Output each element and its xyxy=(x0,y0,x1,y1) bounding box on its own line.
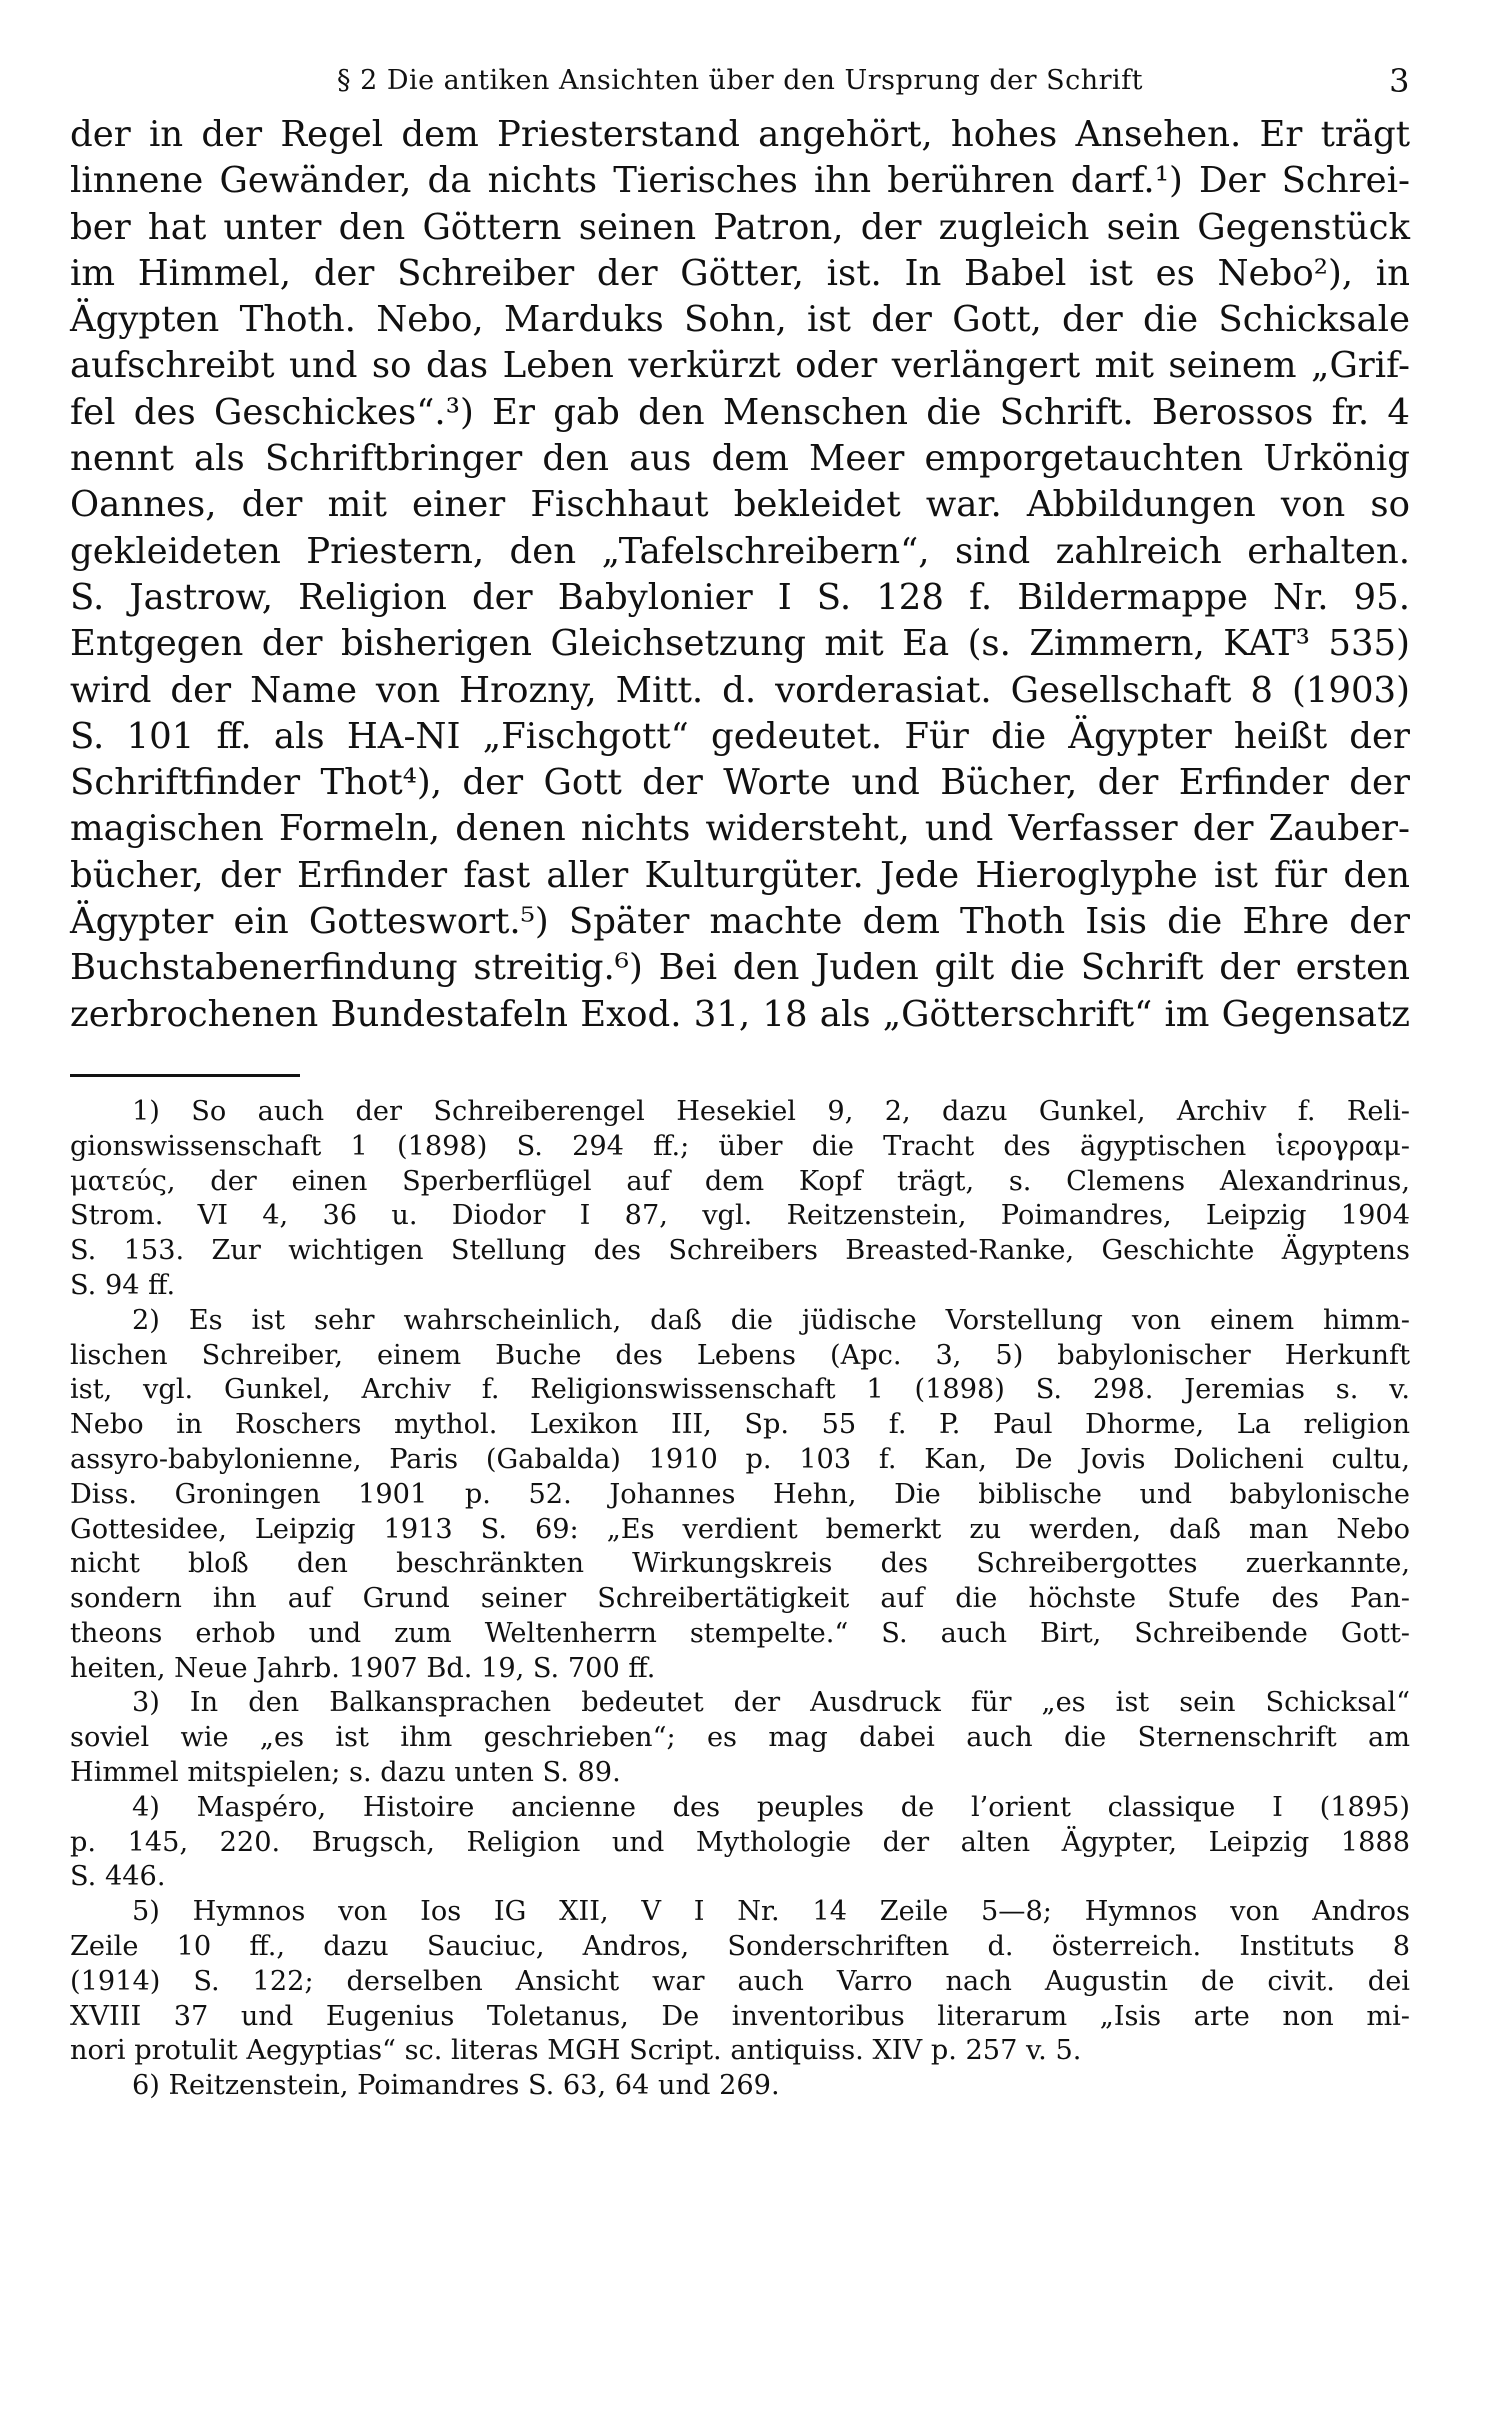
footnote-line: Gottesidee, Leipzig 1913 S. 69: „Es verdient bemerkt zu werden, daß man Nebo xyxy=(70,1513,1410,1545)
footnote-line: p. 145, 220. Brugsch, Religion und Mythologie der alten Ägypter, Leipzig 1888 xyxy=(70,1826,1410,1858)
main-text xyxy=(70,112,1410,1038)
text-line: Ägypter ein Gotteswort.⁵) Später machte dem Thoth Isis die Ehre der xyxy=(70,901,1410,943)
text-line: linnene Gewänder, da nichts Tierisches ihn berühren darf.¹) Der Schrei- xyxy=(70,160,1410,202)
footnote xyxy=(70,1791,1410,1895)
text-line: nennt als Schriftbringer den aus dem Meer emporgetauchten Urkönig xyxy=(70,438,1410,480)
footnote-line: 4) Maspéro, Histoire ancienne des peuples de l’orient classique I (1895) xyxy=(132,1791,1410,1823)
footnote-line: S. 153. Zur wichtigen Stellung des Schreibers Breasted-Ranke, Geschichte Ägyptens xyxy=(70,1235,1410,1267)
footnote xyxy=(70,2069,1410,2104)
footnote-line: ist, vgl. Gunkel, Archiv f. Religionswissenschaft 1 (1898) S. 298. Jeremias s. v. xyxy=(70,1374,1410,1406)
footnote-line: gionswissenschaft 1 (1898) S. 294 ff.; über die Tracht des ägyptischen ἱερογραμ- xyxy=(70,1130,1410,1162)
footnote-line: 2) Es ist sehr wahrscheinlich, daß die jüdische Vorstellung von einem himm- xyxy=(132,1304,1410,1336)
footnote xyxy=(70,1686,1410,1790)
page-number: 3 xyxy=(1389,62,1410,100)
footnote-line: (1914) S. 122; derselben Ansicht war auch Varro nach Augustin de civit. dei xyxy=(70,1965,1410,1997)
footnote-line: Strom. VI 4, 36 u. Diodor I 87, vgl. Reitzenstein, Poimandres, Leipzig 1904 xyxy=(70,1200,1410,1232)
text-line: magischen Formeln, denen nichts widersteht, und Verfasser der Zauber- xyxy=(70,808,1410,850)
text-line: Schriftfinder Thot⁴), der Gott der Worte und Bücher, der Erfinder der xyxy=(70,762,1410,804)
footnote-line: 1) So auch der Schreiberengel Hesekiel 9, 2, dazu Gunkel, Archiv f. Reli- xyxy=(132,1095,1410,1127)
text-line: Entgegen der bisherigen Gleichsetzung mit Ea (s. Zimmern, KAT³ 535) xyxy=(70,623,1410,665)
footnote-line: sondern ihn auf Grund seiner Schreibertätigkeit auf die höchste Stufe des Pan- xyxy=(70,1583,1410,1615)
footnote-line: nori protulit Aegyptias“ sc. literas MGH Script. antiquiss. XIV p. 257 v. 5. xyxy=(70,2035,1082,2067)
text-line: wird der Name von Hrozny, Mitt. d. vorderasiat. Gesellschaft 8 (1903) xyxy=(70,669,1410,711)
text-line: der in der Regel dem Priesterstand angehört, hohes Ansehen. Er trägt xyxy=(70,114,1410,155)
footnote-line: S. 94 ff. xyxy=(70,1269,176,1301)
footnote-line: S. 446. xyxy=(70,1861,166,1893)
text-line: S. 101 ff. als HA-NI „Fischgott“ gedeutet. Für die Ägypter heißt der xyxy=(70,715,1410,757)
footnote-line: nicht bloß den beschränkten Wirkungskreis des Schreibergottes zuerkannte, xyxy=(70,1548,1410,1580)
text-line: bücher, der Erfinder fast aller Kulturgüter. Jede Hieroglyphe ist für den xyxy=(70,854,1410,896)
text-line: Oannes, der mit einer Fischhaut bekleidet war. Abbildungen von so xyxy=(70,484,1410,526)
footnote-line: Zeile 10 ff., dazu Sauciuc, Andros, Sonderschriften d. österreich. Instituts 8 xyxy=(70,1931,1410,1963)
text-line: S. Jastrow, Religion der Babylonier I S. 128 f. Bildermappe Nr. 95. xyxy=(70,576,1410,618)
footnote-line: Himmel mitspielen; s. dazu unten S. 89. xyxy=(70,1757,621,1789)
footnotes xyxy=(70,1095,1410,2104)
text-line: gekleideten Priestern, den „Tafelschreibern“, sind zahlreich erhalten. xyxy=(70,530,1410,572)
header-title: § 2 Die antiken Ansichten über den Ursprung der Schrift xyxy=(336,65,1144,96)
footnote-line: Diss. Groningen 1901 p. 52. Johannes Hehn, Die biblische und babylonische xyxy=(70,1478,1410,1510)
footnote-line: soviel wie „es ist ihm geschrieben“; es mag dabei auch die Sternenschrift am xyxy=(70,1722,1410,1754)
footnote-line: ματεύς, der einen Sperberflügel auf dem Kopf trägt, s. Clemens Alexandrinus, xyxy=(70,1165,1410,1197)
footnote-line: heiten, Neue Jahrb. 1907 Bd. 19, S. 700 ff. xyxy=(70,1652,656,1684)
text-line: Buchstabenerfindung streitig.⁶) Bei den Juden gilt die Schrift der ersten xyxy=(70,947,1410,989)
text-line: im Himmel, der Schreiber der Götter, ist. In Babel ist es Nebo²), in xyxy=(70,252,1410,294)
footnote-line: 6) Reitzenstein, Poimandres S. 63, 64 und 269. xyxy=(132,2070,780,2102)
text-line: zerbrochenen Bundestafeln Exod. 31, 18 als „Götterschrift“ im Gegensatz xyxy=(70,993,1410,1035)
footnote xyxy=(70,1895,1410,2069)
text-line: fel des Geschickes“.³) Er gab den Menschen die Schrift. Berossos fr. 4 xyxy=(70,391,1410,433)
text-line: ber hat unter den Göttern seinen Patron, der zugleich sein Gegenstück xyxy=(70,206,1410,248)
footnote xyxy=(70,1095,1410,1304)
footnote-line: XVIII 37 und Eugenius Toletanus, De inventoribus literarum „Isis arte non mi- xyxy=(70,2000,1410,2032)
footnote-line: theons erhob und zum Weltenherrn stempelte.“ S. auch Birt, Schreibende Gott- xyxy=(70,1617,1410,1649)
footnote-line: 3) In den Balkansprachen bedeutet der Ausdruck für „es ist sein Schicksal“ xyxy=(132,1687,1410,1719)
footnote xyxy=(70,1304,1410,1687)
footnote-line: 5) Hymnos von Ios IG XII, V I Nr. 14 Zeile 5—8; Hymnos von Andros xyxy=(132,1896,1410,1928)
footnote-line: Nebo in Roschers mythol. Lexikon III, Sp. 55 f. P. Paul Dhorme, La religion xyxy=(70,1409,1410,1441)
book-page xyxy=(70,50,1410,2104)
footnote-separator xyxy=(70,1074,300,1077)
text-line: aufschreibt und so das Leben verkürzt oder verlängert mit seinem „Grif- xyxy=(70,345,1410,387)
running-header xyxy=(70,50,1410,112)
text-line: Ägypten Thoth. Nebo, Marduks Sohn, ist der Gott, der die Schicksale xyxy=(70,299,1410,341)
footnote-line: lischen Schreiber, einem Buche des Lebens (Apc. 3, 5) babylonischer Herkunft xyxy=(70,1339,1410,1371)
footnote-line: assyro-babylonienne, Paris (Gabalda) 1910 p. 103 f. Kan, De Jovis Dolicheni cultu, xyxy=(70,1443,1410,1475)
